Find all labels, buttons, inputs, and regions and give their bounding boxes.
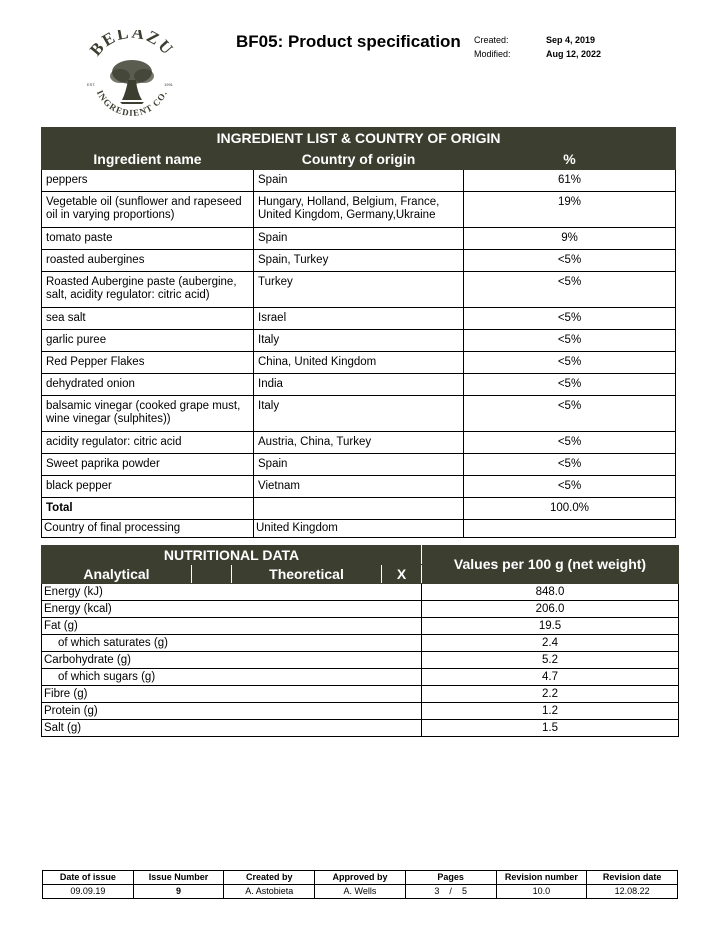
col-percent: % (464, 149, 676, 170)
ingredient-country: Italy (254, 396, 464, 432)
table-row (42, 454, 676, 476)
ingredient-name: Red Pepper Flakes (42, 352, 254, 374)
ingredient-percent: 61% (464, 170, 676, 192)
logo-est: EST. (87, 82, 96, 87)
nutrient-value: 1.2 (422, 703, 679, 720)
table-row (42, 432, 676, 454)
table-row (42, 308, 676, 330)
pages-total: 5 (461, 886, 467, 896)
total-label: Total (42, 498, 254, 520)
footer-header: Date of issue (43, 871, 134, 885)
table-row (42, 170, 676, 192)
document-title: BF05: Product specification (236, 32, 461, 51)
ingredient-country: Hungary, Holland, Belgium, France, United Kingdom, Germany,Ukraine (254, 192, 464, 228)
ingredient-name: sea salt (42, 308, 254, 330)
table-row (42, 703, 679, 720)
footer-header: Issue Number (133, 871, 224, 885)
logo-year: 1991 (164, 82, 173, 87)
ingredient-name: dehydrated onion (42, 374, 254, 396)
analytical-label: Analytical (42, 565, 192, 584)
ingredient-country: Spain (254, 170, 464, 192)
pages-current: 3 (434, 886, 440, 896)
nutrient-label: Energy (kJ) (42, 584, 422, 601)
olive-tree-icon (110, 60, 154, 104)
created-value: Sep 4, 2019 (546, 35, 596, 45)
issue-footer-table (42, 870, 678, 899)
nutrient-label: of which saturates (g) (42, 635, 422, 652)
ingredient-country: India (254, 374, 464, 396)
revision-number: 10.0 (496, 885, 587, 899)
analytical-checkbox (192, 565, 232, 584)
logo-brand-bottom: INGREDIENT CO. (94, 88, 170, 118)
nutrient-label: Fat (g) (42, 618, 422, 635)
modified-value: Aug 12, 2022 (546, 49, 602, 59)
total-value: 100.0% (464, 498, 676, 520)
final-processing-row (42, 520, 676, 538)
approved-by: A. Wells (315, 885, 406, 899)
ingredient-name: acidity regulator: citric acid (42, 432, 254, 454)
ingredient-percent: <5% (464, 454, 676, 476)
table-row (42, 584, 679, 601)
footer-header: Revision number (496, 871, 587, 885)
revision-date: 12.08.22 (587, 885, 678, 899)
table-row (42, 330, 676, 352)
nutrient-value: 19.5 (422, 618, 679, 635)
total-empty (254, 498, 464, 520)
nutrient-value: 1.5 (422, 720, 679, 737)
table-row (42, 192, 676, 228)
ingredient-table (41, 127, 676, 538)
ingredient-table-title: INGREDIENT LIST & COUNTRY OF ORIGIN (42, 128, 676, 149)
ingredient-country: Spain, Turkey (254, 250, 464, 272)
ingredient-percent: <5% (464, 330, 676, 352)
table-row (42, 396, 676, 432)
ingredient-percent: <5% (464, 476, 676, 498)
footer-header: Pages (405, 871, 496, 885)
ingredient-country: Spain (254, 228, 464, 250)
table-row (42, 652, 679, 669)
pages (405, 885, 496, 899)
ingredient-name: tomato paste (42, 228, 254, 250)
nutrient-value: 206.0 (422, 601, 679, 618)
ingredient-name: peppers (42, 170, 254, 192)
ingredient-country: China, United Kingdom (254, 352, 464, 374)
nutrient-value: 2.2 (422, 686, 679, 703)
ingredient-name: Roasted Aubergine paste (aubergine, salt, acidity regulator: citric acid) (42, 272, 254, 308)
footer-header: Created by (224, 871, 315, 885)
table-row (42, 250, 676, 272)
table-row (42, 228, 676, 250)
col-ingredient-name: Ingredient name (42, 149, 254, 170)
final-processing-label: Country of final processing (42, 520, 254, 538)
ingredient-country: Turkey (254, 272, 464, 308)
ingredient-percent: <5% (464, 308, 676, 330)
nutrient-value: 4.7 (422, 669, 679, 686)
final-processing-value: United Kingdom (254, 520, 464, 538)
table-row (42, 272, 676, 308)
table-row (42, 374, 676, 396)
ingredient-percent: <5% (464, 396, 676, 432)
nutrient-label: Fibre (g) (42, 686, 422, 703)
nutrient-value: 2.4 (422, 635, 679, 652)
table-row (42, 635, 679, 652)
theoretical-label: Theoretical (232, 565, 382, 584)
ingredient-name: garlic puree (42, 330, 254, 352)
ingredient-country: Vietnam (254, 476, 464, 498)
nutrient-label: Salt (g) (42, 720, 422, 737)
ingredient-country: Austria, China, Turkey (254, 432, 464, 454)
ingredient-country: Spain (254, 454, 464, 476)
ingredient-country: Italy (254, 330, 464, 352)
total-row (42, 498, 676, 520)
document-dates (474, 33, 601, 61)
nutrient-label: Protein (g) (42, 703, 422, 720)
nutrient-label: Energy (kcal) (42, 601, 422, 618)
ingredient-percent: <5% (464, 374, 676, 396)
ingredient-percent: <5% (464, 250, 676, 272)
table-row (42, 618, 679, 635)
footer-header: Approved by (315, 871, 406, 885)
nutrition-title: NUTRITIONAL DATA (42, 546, 422, 565)
nutrition-table (41, 545, 679, 737)
ingredient-name: Sweet paprika powder (42, 454, 254, 476)
table-row (42, 686, 679, 703)
table-row (42, 476, 676, 498)
theoretical-checkbox: X (382, 565, 422, 584)
ingredient-name: balsamic vinegar (cooked grape must, wine vinegar (sulphites)) (42, 396, 254, 432)
nutrient-value: 848.0 (422, 584, 679, 601)
ingredient-name: black pepper (42, 476, 254, 498)
values-header: Values per 100 g (net weight) (422, 546, 679, 584)
nutrient-value: 5.2 (422, 652, 679, 669)
ingredient-country: Israel (254, 308, 464, 330)
col-country: Country of origin (254, 149, 464, 170)
logo-brand-top: BELAZU (85, 30, 178, 60)
ingredient-name: Vegetable oil (sunflower and rapeseed oil in varying proportions) (42, 192, 254, 228)
ingredient-percent: <5% (464, 272, 676, 308)
created-by: A. Astobieta (224, 885, 315, 899)
modified-label: Modified: (474, 49, 511, 59)
issue-number: 9 (133, 885, 224, 899)
ingredient-percent: 9% (464, 228, 676, 250)
table-row (42, 352, 676, 374)
belazu-logo (82, 30, 182, 126)
ingredient-percent: <5% (464, 352, 676, 374)
nutrient-label: of which sugars (g) (42, 669, 422, 686)
date-of-issue: 09.09.19 (43, 885, 134, 899)
pages-separator: / (449, 886, 452, 896)
nutrient-label: Carbohydrate (g) (42, 652, 422, 669)
table-row (42, 601, 679, 618)
table-row (42, 669, 679, 686)
ingredient-name: roasted aubergines (42, 250, 254, 272)
final-empty (464, 520, 676, 538)
table-row (42, 720, 679, 737)
ingredient-percent: <5% (464, 432, 676, 454)
footer-header: Revision date (587, 871, 678, 885)
created-label: Created: (474, 35, 509, 45)
ingredient-percent: 19% (464, 192, 676, 228)
